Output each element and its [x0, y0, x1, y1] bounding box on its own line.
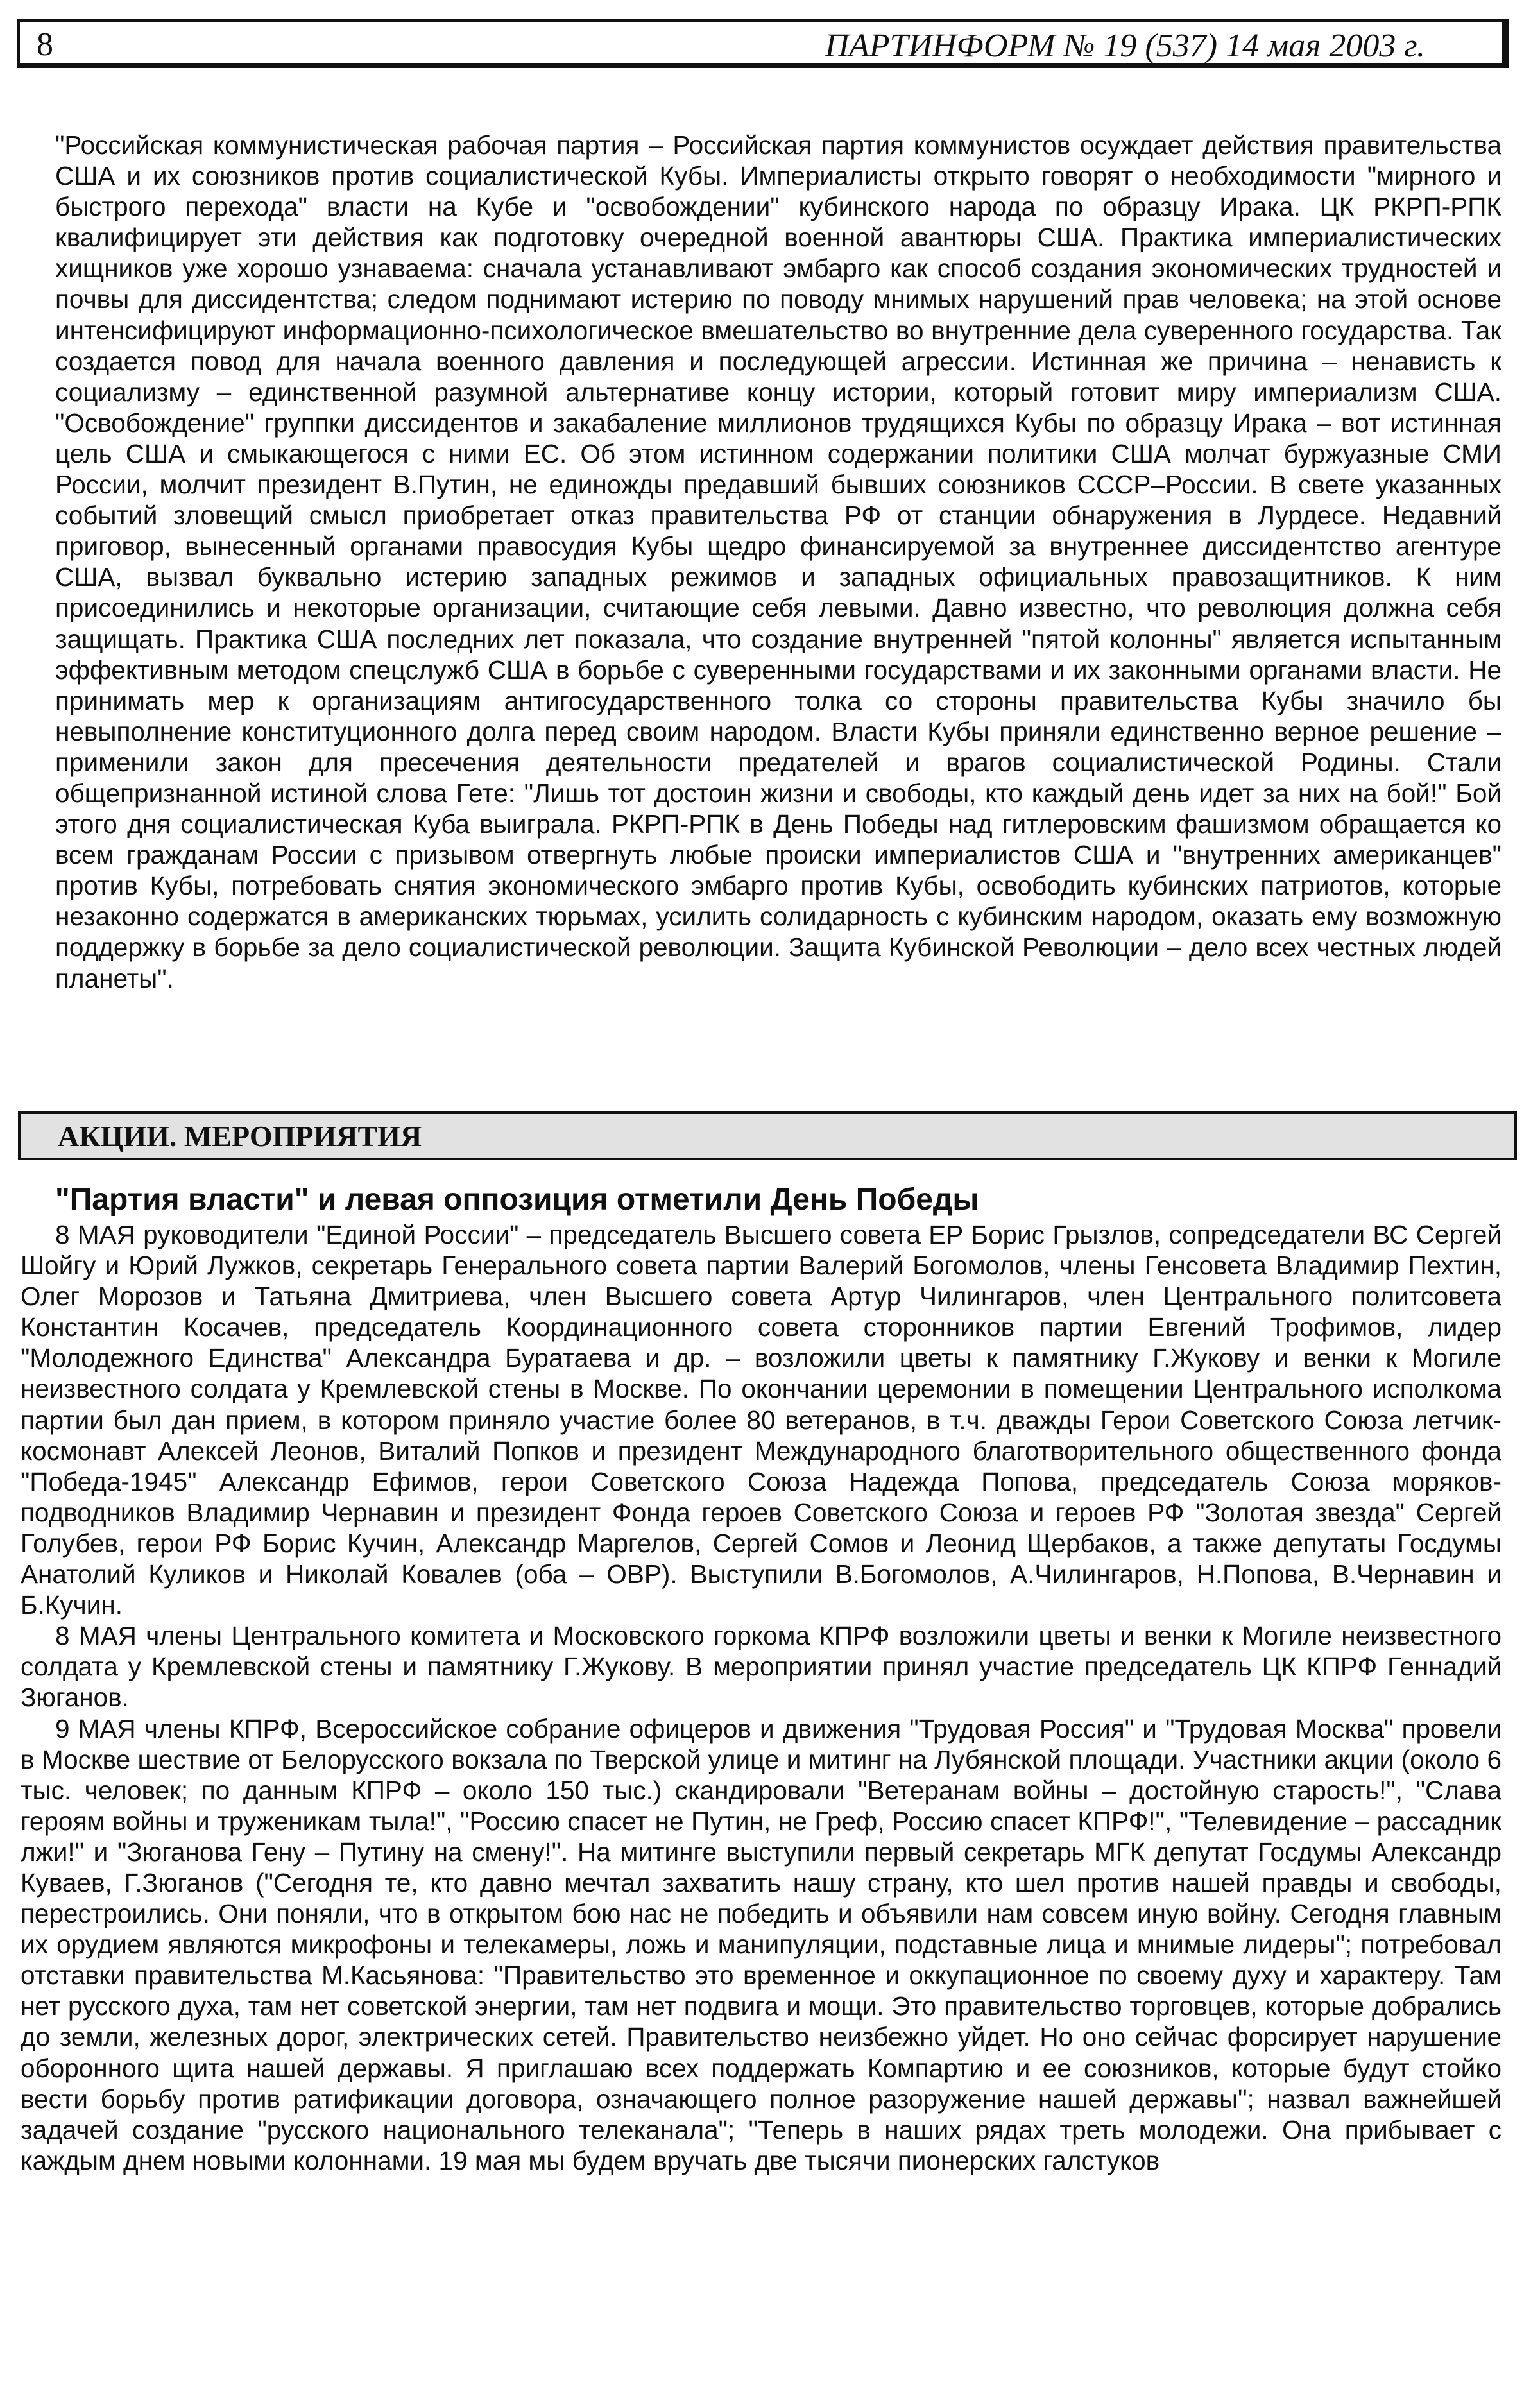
- masthead: ПАРТИНФОРМ № 19 (537) 14 мая 2003 г.: [825, 28, 1425, 64]
- section-title: АКЦИИ. МЕРОПРИЯТИЯ: [58, 1120, 422, 1152]
- article-body: [21, 1219, 1502, 2176]
- article-paragraph: 8 МАЯ руководители "Единой России" – председатель Высшего совета ЕР Борис Грызлов, сопредседатели ВС Сергей Шойгу и Юрий Лужков, секретарь Генерального совета партии Валерий Богомолов, члены Генсовета Владимир Пехтин, Олег Морозов и Татьяна Дмитриева, член Высшего совета Артур Чилингаров, член Центрального политсовета Константин Косачев, председатель Координационного совета сторонников партии Евгений Трофимов, лидер "Молодежного Единства" Александра Буратаева и др. – возложили цветы к памятнику Г.Жукову и венки к Могиле неизвестного солдата у Кремлевской стены в Москве. По окончании церемонии в помещении Центрального исполкома партии был дан прием, в котором приняло участие более 80 ветеранов, в т.ч. дважды Герои Советского Союза летчик-космонавт Алексей Леонов, Виталий Попков и президент Международного благотворительного общественного фонда "Победа-1945" Александр Ефимов, герои Советского Союза Надежда Попова, председатель Союза моряков-подводников Владимир Чернавин и президент Фонда героев Советского Союза и героев РФ "Золотая звезда" Сергей Голубев, герои РФ Борис Кучин, Александр Маргелов, Сергей Сомов и Леонид Щербаков, а также депутаты Госдумы Анатолий Куликов и Николай Ковалев (оба – ОВР). Выступили В.Богомолов, А.Чилингаров, Н.Попова, В.Чернавин и Б.Кучин.: [21, 1220, 1502, 1620]
- page-header: [17, 19, 1509, 68]
- article-paragraph: 8 МАЯ члены Центрального комитета и Московского горкома КПРФ возложили цветы и венки к Могиле неизвестного солдата у Кремлевской стены и памятнику Г.Жукову. В мероприятии принял участие председатель ЦК КПРФ Геннадий Зюганов.: [21, 1621, 1502, 1713]
- article-title: "Партия власти" и левая оппозиция отметили День Победы: [55, 1183, 979, 1217]
- section-heading-bar: [18, 1111, 1517, 1160]
- page-number: 8: [37, 26, 53, 63]
- quote-paragraph: "Российская коммунистическая рабочая партия – Российская партия коммунистов осуждает действия правительства США и их союзников против социалистической Кубы. Империалисты открыто говорят о необходимости "мирного и быстрого перехода" власти на Кубе и "освобождении" кубинского народа по образцу Ирака. ЦК РКРП-РПК квалифицирует эти действия как подготовку очередной военной авантюры США. Практика империалистических хищников уже хорошо узнаваема: сначала устанавливают эмбарго как способ создания экономических трудностей и почвы для диссидентства; следом поднимают истерию по поводу мнимых нарушений прав человека; на этой основе интенсифицируют информационно-психологическое вмешательство во внутренние дела суверенного государства. Так создается повод для начала военного давления и последующей агрессии. Истинная же причина – ненависть к социализму – единственной разумной альтернативе концу истории, который готовит миру империализм США. "Освобождение" группки диссидентов и закабаление миллионов трудящихся Кубы по образцу Ирака – вот истинная цель США и смыкающегося с ними ЕС. Об этом истинном содержании политики США молчат буржуазные СМИ России, молчит президент В.Путин, не единожды предавший бывших союзников СССР–России. В свете указанных событий зловещий смысл приобретает отказ правительства РФ от станции обнаружения в Лурдесе. Недавний приговор, вынесенный органами правосудия Кубы щедро финансируемой за внутреннее диссидентство агентуре США, вызвал буквально истерию западных режимов и западных официальных правозащитников. К ним присоединились и некоторые организации, считающие себя левыми. Давно известно, что революция должна себя защищать. Практика США последних лет показала, что создание внутренней "пятой колонны" является испытанным эффективным методом спецслужб США в борьбе с суверенными государствами и их законными органами власти. Не принимать мер к организациям антигосударственного толка со стороны правительства Кубы значило бы невыполнение конституционного долга перед своим народом. Власти Кубы приняли единственно верное решение – применили закон для пресечения деятельности предателей и врагов социалистической Родины. Стали общепризнанной истиной слова Гете: "Лишь тот достоин жизни и свободы, кто каждый день идет за них на бой!" Бой этого дня социалистическая Куба выиграла. РКРП-РПК в День Победы над гитлеровским фашизмом обращается ко всем гражданам России с призывом отвергнуть любые происки империалистов США и "внутренних американцев" против Кубы, потребовать снятия экономического эмбарго против Кубы, освободить кубинских патриотов, которые незаконно содержатся в американских тюрьмах, усилить солидарность с кубинским народом, оказать ему возможную поддержку в борьбе за дело социалистической революции. Защита Кубинской Революции – дело всех честных людей планеты".: [55, 130, 1502, 993]
- article-paragraph: 9 МАЯ члены КПРФ, Всероссийское собрание офицеров и движения "Трудовая Россия" и "Трудовая Москва" провели в Москве шествие от Белорусского вокзала по Тверской улице и митинг на Лубянской площади. Участники акции (около 6 тыс. человек; по данным КПРФ – около 150 тыс.) скандировали "Ветеранам войны – достойную старость!", "Слава героям войны и труженикам тыла!", "Россию спасет не Путин, не Греф, Россию спасет КПРФ!", "Телевидение – рассадник лжи!" и "Зюганова Гену – Путину на смену!". На митинге выступили первый секретарь МГК депутат Госдумы Александр Куваев, Г.Зюганов ("Сегодня те, кто давно мечтал захватить нашу страну, кто шел против нашей правды и свободы, перестроились. Они поняли, что в открытом бою нас не победить и объявили нам совсем иную войну. Сегодня главным их орудием являются микрофоны и телекамеры, ложь и манипуляции, подставные лица и мнимые лидеры"; потребовал отставки правительства М.Касьянова: "Правительство это временное и оккупационное по своему духу и характеру. Там нет русского духа, там нет советской энергии, там нет подвига и мощи. Это правительство торговцев, которые добрались до земли, железных дорог, электрических сетей. Правительство неизбежно уйдет. Но оно сейчас форсирует нарушение оборонного щита нашей державы. Я приглашаю всех поддержать Компартию и ее союзников, которые будут стойко вести борьбу против ратификации договора, означающего полное разоружение нашей державы"; назвал важнейшей задачей создание "русского национального телеканала"; "Теперь в наших рядах треть молодежи. Она прибывает с каждым днем новыми колоннами. 19 мая мы будем вручать две тысячи пионерских галстуков: [21, 1713, 1502, 2175]
- statement-quote: [55, 130, 1502, 994]
